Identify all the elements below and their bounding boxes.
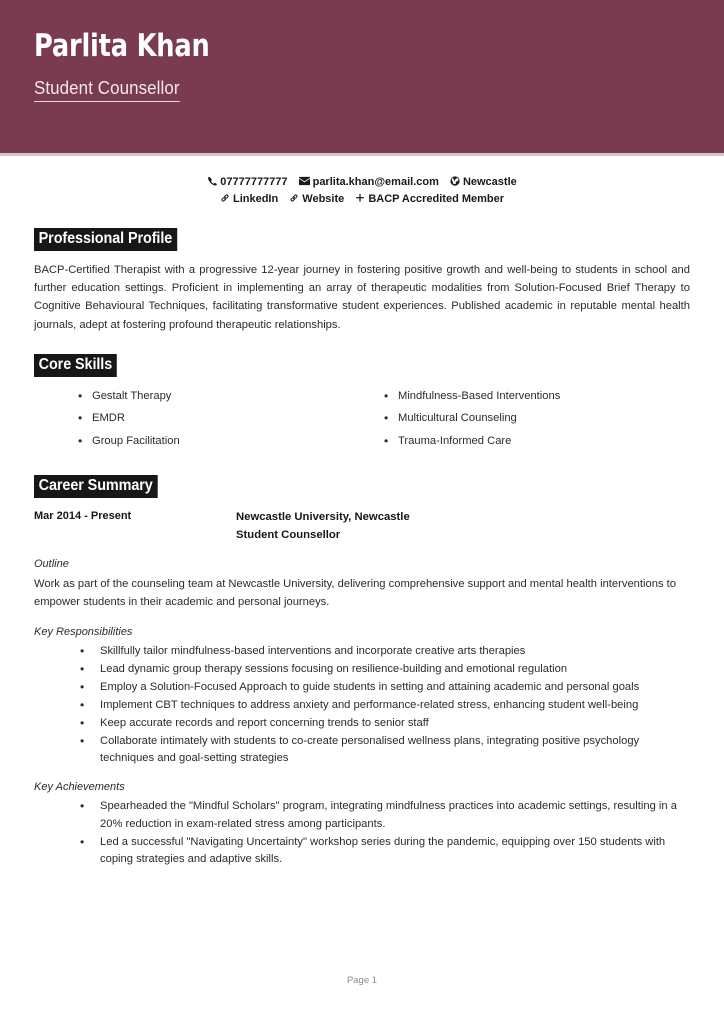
list-item: • Multicultural Counseling: [384, 409, 690, 428]
list-item: • Mindfulness-Based Interventions: [384, 387, 690, 406]
contact-location[interactable]: [450, 174, 517, 191]
key-responsibilities-list: [34, 643, 690, 768]
link-icon: [220, 193, 230, 203]
contact-website-value: Website: [302, 193, 345, 206]
contact-email[interactable]: [299, 174, 439, 191]
contact-membership[interactable]: [355, 191, 504, 208]
section-heading-core-skills: Core Skills: [34, 354, 117, 377]
contact-website[interactable]: [289, 191, 344, 208]
section-heading-career-summary: Career Summary: [34, 475, 157, 498]
outline-label: Outline: [34, 558, 69, 571]
job-organisation: Newcastle University, Newcastle: [236, 511, 410, 524]
list-item: • EMDR: [78, 409, 384, 428]
contact-phone-value: 07777777777: [220, 176, 288, 188]
contact-details: [0, 174, 724, 208]
core-skills-columns: [34, 387, 690, 455]
section-heading-professional-profile: Professional Profile: [34, 228, 177, 251]
job-dates: Mar 2014 - Present: [34, 510, 132, 523]
job-entry: [34, 508, 690, 544]
envelope-icon: [299, 176, 310, 186]
contact-email-value: parlita.khan@email.com: [312, 176, 439, 188]
contact-linkedin[interactable]: [220, 191, 278, 208]
outline-text: Work as part of the counseling team at Newcastle University, delivering comprehensive support and mental health interventions to empower students in their academic and personal journeys.: [34, 578, 676, 609]
contact-line-2: [0, 191, 724, 208]
plus-icon: [355, 193, 365, 203]
list-item: • Skillfully tailor mindfulness-based interventions and incorporate creative arts therapies: [80, 643, 690, 660]
resume-header: [0, 0, 724, 156]
list-item: • Employ a Solution-Focused Approach to guide students in setting and attaining academic and personal goals: [80, 679, 690, 696]
job-role: Student Counsellor: [236, 529, 341, 542]
list-item: • Gestalt Therapy: [78, 387, 384, 406]
section-core-skills: [0, 354, 724, 455]
section-career-summary: [0, 475, 724, 868]
contact-phone[interactable]: [207, 174, 287, 191]
list-item: • Led a successful "Navigating Uncertainty" workshop series during the pandemic, equipping over 150 students with coping strategies and adaptive skills.: [80, 834, 690, 868]
contact-line-1: [0, 174, 724, 191]
contact-linkedin-value: LinkedIn: [232, 193, 279, 206]
candidate-name: Parlita Khan: [34, 28, 210, 64]
candidate-job-title: Student Counsellor: [34, 78, 180, 102]
link-icon: [289, 193, 299, 203]
list-item: • Lead dynamic group therapy sessions focusing on resilience-building and emotional regulation: [80, 661, 690, 678]
list-item: • Trauma-Informed Care: [384, 432, 690, 451]
core-skills-left-column: [78, 387, 384, 455]
key-achievements-list: [34, 798, 690, 868]
contact-location-value: Newcastle: [462, 176, 517, 188]
professional-profile-text: BACP-Certified Therapist with a progressive 12-year journey in fostering positive growth and well-being to students in school and further education settings. Proficient in implementing an array of therapeutic modalities from Solution-Focused Brief Therapy to Cognitive Behavioural Techniques, facilitating transformative student experiences. Published academic in reputable mental health journals, adept at fostering profound therapeutic relationships.: [34, 264, 690, 331]
key-achievements-label: Key Achievements: [34, 781, 125, 794]
list-item: • Implement CBT techniques to address anxiety and performance-related stress, enhancing student well-being: [80, 697, 690, 714]
core-skills-right-column: [384, 387, 690, 455]
key-responsibilities-label: Key Responsibilities: [34, 625, 133, 638]
phone-icon: [207, 176, 217, 186]
section-heading-wrap: [34, 354, 690, 377]
list-item: • Collaborate intimately with students to co-create personalised wellness plans, integrating positive psychology techniques and goal-setting strategies: [80, 733, 690, 767]
section-professional-profile: [0, 228, 724, 334]
job-meta: [236, 508, 690, 544]
list-item: • Group Facilitation: [78, 432, 384, 451]
page-number: Page 1: [346, 975, 378, 986]
section-heading-wrap: [34, 228, 690, 251]
list-item: • Keep accurate records and report concerning trends to senior staff: [80, 715, 690, 732]
page-footer: [0, 975, 724, 986]
contact-membership-value: BACP Accredited Member: [368, 193, 505, 206]
globe-icon: [450, 176, 460, 186]
section-heading-wrap: [34, 475, 690, 498]
list-item: • Spearheaded the "Mindful Scholars" program, integrating mindfulness practices into academic settings, resulting in a 20% reduction in exam-related stress among participants.: [80, 798, 690, 832]
